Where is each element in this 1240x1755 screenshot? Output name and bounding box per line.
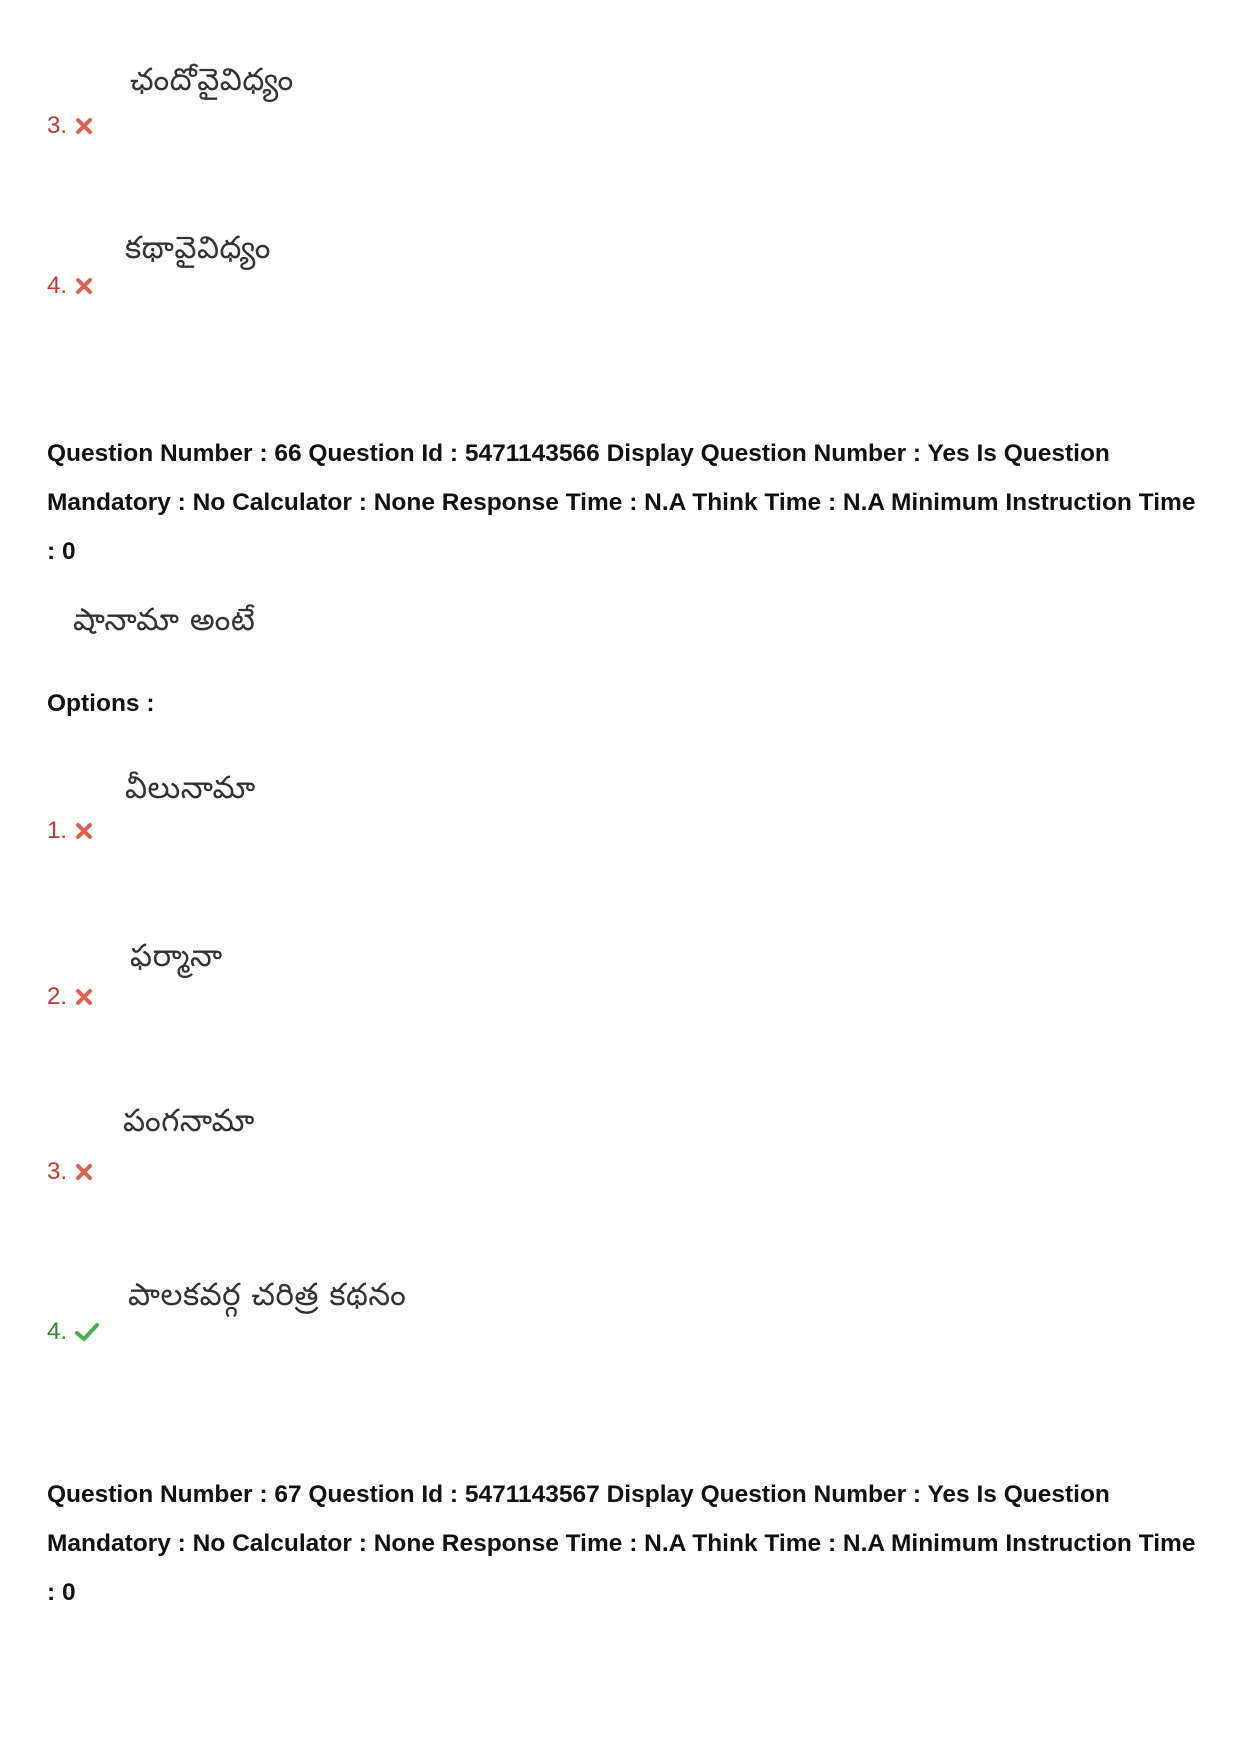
option-3-marker bbox=[47, 1158, 93, 1186]
cross-icon bbox=[75, 117, 93, 135]
question-meta: Question Number : 67 Question Id : 5471143567 Display Question Number : Yes Is Question Mandatory : No Calculator : None Response Time : N.A Think Time : N.A Minimum Instruction Time : 0 bbox=[47, 1481, 1196, 1606]
question-stem: షానామా అంటే bbox=[73, 602, 256, 638]
option-text: ఫర్మానా bbox=[130, 938, 223, 974]
check-icon bbox=[75, 1322, 99, 1342]
option-number: 3. bbox=[47, 112, 68, 139]
option-text: పంగనామా bbox=[123, 1103, 255, 1139]
option-text: వీలునామా bbox=[125, 770, 256, 806]
cross-icon bbox=[75, 277, 93, 295]
option-number: 1. bbox=[47, 817, 68, 844]
option-3-marker bbox=[47, 112, 93, 140]
option-text: ఛందోవైవిధ్యం bbox=[130, 62, 294, 98]
cross-icon bbox=[75, 1163, 93, 1181]
question-meta: Question Number : 66 Question Id : 5471143566 Display Question Number : Yes Is Question Mandatory : No Calculator : None Response Time : N.A Think Time : N.A Minimum Instruction Time : 0 bbox=[47, 440, 1196, 565]
option-4-marker bbox=[47, 272, 93, 300]
option-number: 4. bbox=[47, 1318, 68, 1345]
option-number: 2. bbox=[47, 983, 68, 1010]
cross-icon bbox=[75, 822, 93, 840]
option-text: పాలకవర్గ చరిత్ర కథనం bbox=[128, 1277, 407, 1313]
option-number: 4. bbox=[47, 272, 68, 299]
cross-icon bbox=[75, 988, 93, 1006]
option-4-marker bbox=[47, 1318, 99, 1346]
option-2-marker bbox=[47, 983, 93, 1011]
option-1-marker bbox=[47, 817, 93, 845]
option-number: 3. bbox=[47, 1158, 68, 1185]
options-label: Options : bbox=[47, 690, 155, 717]
option-text: కథావైవిధ్యం bbox=[125, 230, 271, 266]
